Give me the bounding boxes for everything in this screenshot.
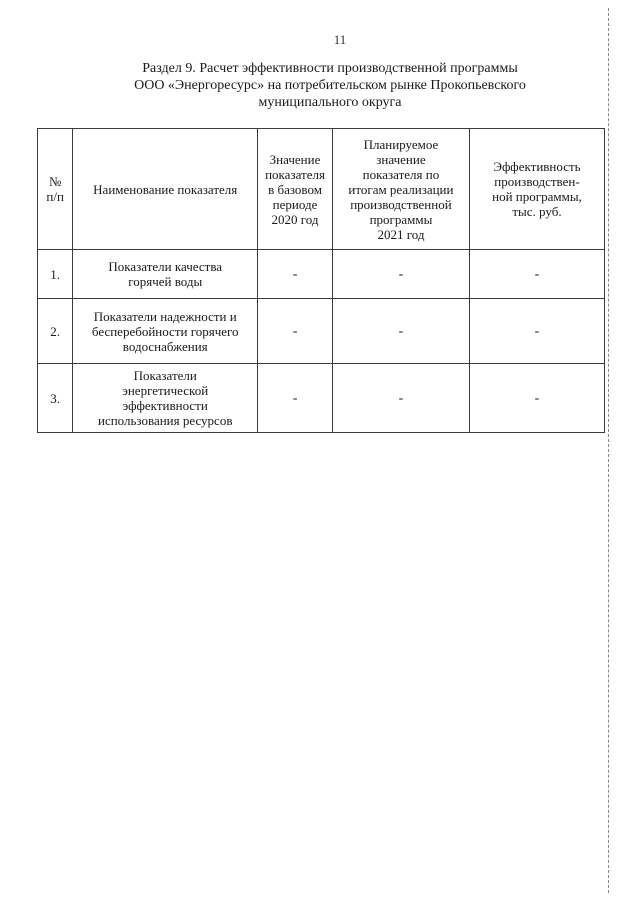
row-planned-value: - xyxy=(332,250,469,299)
section-title xyxy=(110,60,550,111)
table-row xyxy=(38,250,605,299)
section-title-line-1: Раздел 9. Расчет эффективности производственной программы xyxy=(142,61,518,76)
header-planned-value: Планируемое значение показателя по итогам реализации производственной программы 2021 год xyxy=(332,129,469,250)
table-row xyxy=(38,299,605,364)
row-planned-value: - xyxy=(332,299,469,364)
section-title-line-3: муниципального округа xyxy=(258,95,402,110)
header-efficiency: Эффективность производствен- ной программы, тыс. руб. xyxy=(469,129,604,250)
row-planned-value: - xyxy=(332,364,469,433)
row-num: 3. xyxy=(38,364,73,433)
row-base-value: - xyxy=(258,250,333,299)
header-num: № п/п xyxy=(38,129,73,250)
efficiency-table xyxy=(37,128,605,433)
row-efficiency: - xyxy=(469,299,604,364)
row-name: Показатели энергетической эффективности использования ресурсов xyxy=(73,364,258,433)
row-num: 2. xyxy=(38,299,73,364)
row-base-value: - xyxy=(258,299,333,364)
row-efficiency: - xyxy=(469,364,604,433)
section-title-line-2: ООО «Энергоресурс» на потребительском рынке Прокопьевского xyxy=(134,78,526,93)
table-row xyxy=(38,364,605,433)
row-efficiency: - xyxy=(469,250,604,299)
page-number: 11 xyxy=(333,32,347,47)
row-name: Показатели качества горячей воды xyxy=(73,250,258,299)
header-base-value: Значение показателя в базовом периоде 2020 год xyxy=(258,129,333,250)
row-base-value: - xyxy=(258,364,333,433)
scan-edge-line xyxy=(608,8,609,893)
row-name: Показатели надежности и бесперебойности горячего водоснабжения xyxy=(73,299,258,364)
table-header-row xyxy=(38,129,605,250)
row-num: 1. xyxy=(38,250,73,299)
header-name: Наименование показателя xyxy=(73,129,258,250)
